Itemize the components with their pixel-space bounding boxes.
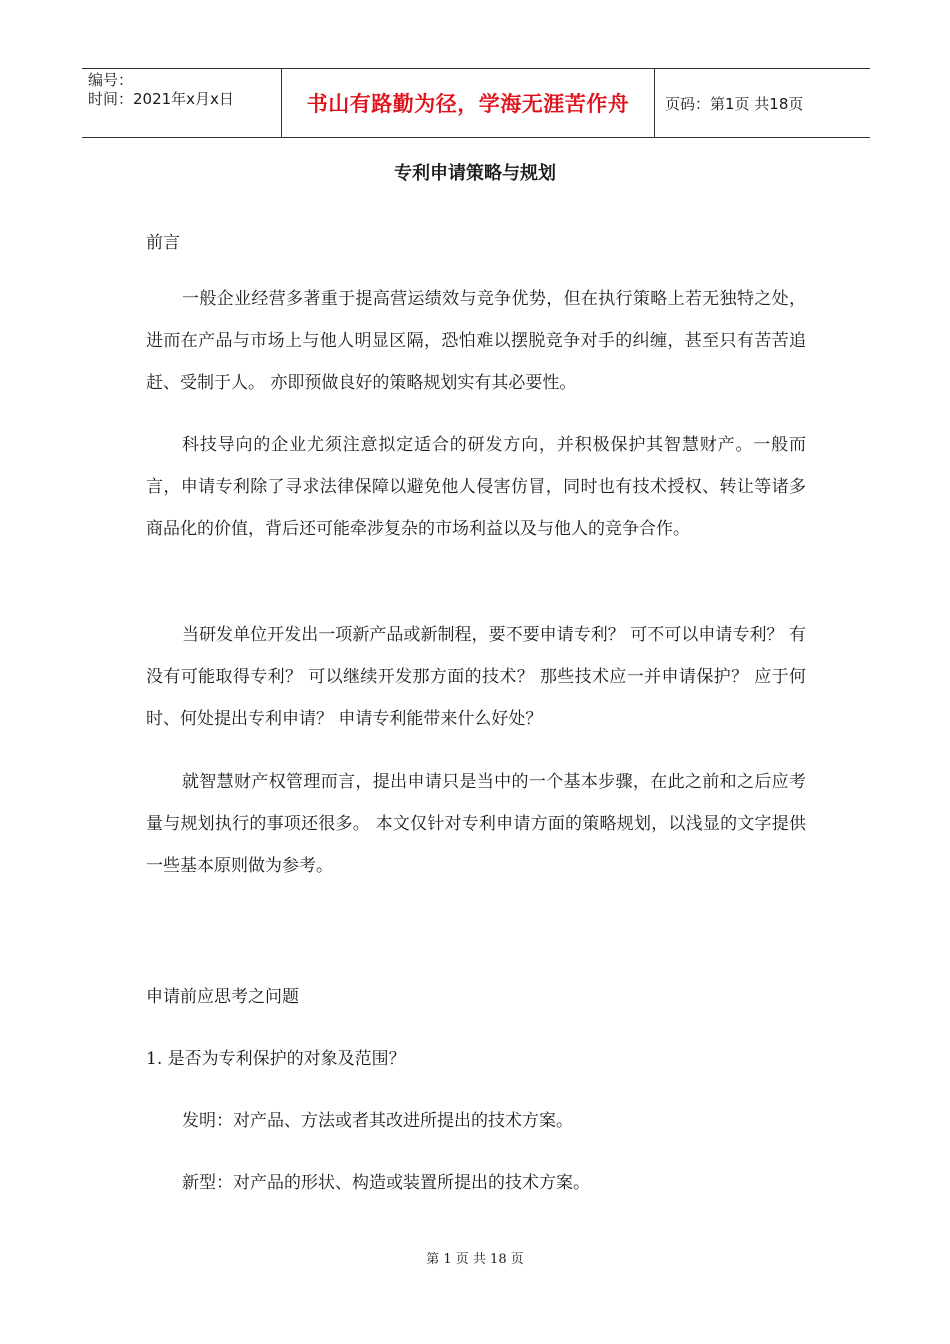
header-meta-cell [82,69,282,137]
invention-definition: 发明：对产品、方法或者其改进所提出的技术方案。 [182,1111,573,1131]
header-page-info: 页码：第1页 共18页 [665,94,804,113]
preface-heading: 前言 [146,233,180,253]
page-footer: 第 1 页 共 18 页 [426,1252,524,1267]
preface-paragraph-1: 一般企业经营多著重于提高营运绩效与竞争优势，但在执行策略上若无独特之处，进而在产品与市场上与他人明显区隔，恐怕难以摆脱竞争对手的纠缠，甚至只有苦苦追赶、受制于人。 亦即预做良好的策略规划实有其必要性。 [146,289,806,393]
document-number-label: 编号： [88,71,134,89]
preface-paragraph-2: 科技导向的企业尤须注意拟定适合的研发方向，并积极保护其智慧财产。一般而言，申请专利除了寻求法律保障以避免他人侵害仿冒，同时也有技术授权、转让等诸多商品化的价值，背后还可能牵涉复杂的市场利益以及与他人的竞争合作。 [146,435,806,539]
preface-paragraph-3: 当研发单位开发出一项新产品或新制程，要不要申请专利？ 可不可以申请专利？ 有没有可能取得专利？ 可以继续开发那方面的技术？ 那些技术应一并申请保护？ 应于何时、何处提出专利申请？ 申请专利能带来什么好处？ [146,625,806,729]
document-title: 专利申请策略与规划 [394,163,556,184]
page-header [82,68,870,138]
header-motto: 书山有路勤为径，学海无涯苦作舟 [282,69,655,137]
questions-heading: 申请前应思考之问题 [146,987,299,1007]
utility-model-definition: 新型：对产品的形状、构造或装置所提出的技术方案。 [182,1173,590,1193]
question-1: 1. 是否为专利保护的对象及范围？ [146,1049,406,1069]
preface-paragraph-4: 就智慧财产权管理而言，提出申请只是当中的一个基本步骤，在此之前和之后应考量与规划执行的事项还很多。 本文仅针对专利申请方面的策略规划，以浅显的文字提供一些基本原则做为参考。 [146,772,806,876]
document-date-label: 时间：2021年x月x日 [88,90,234,108]
